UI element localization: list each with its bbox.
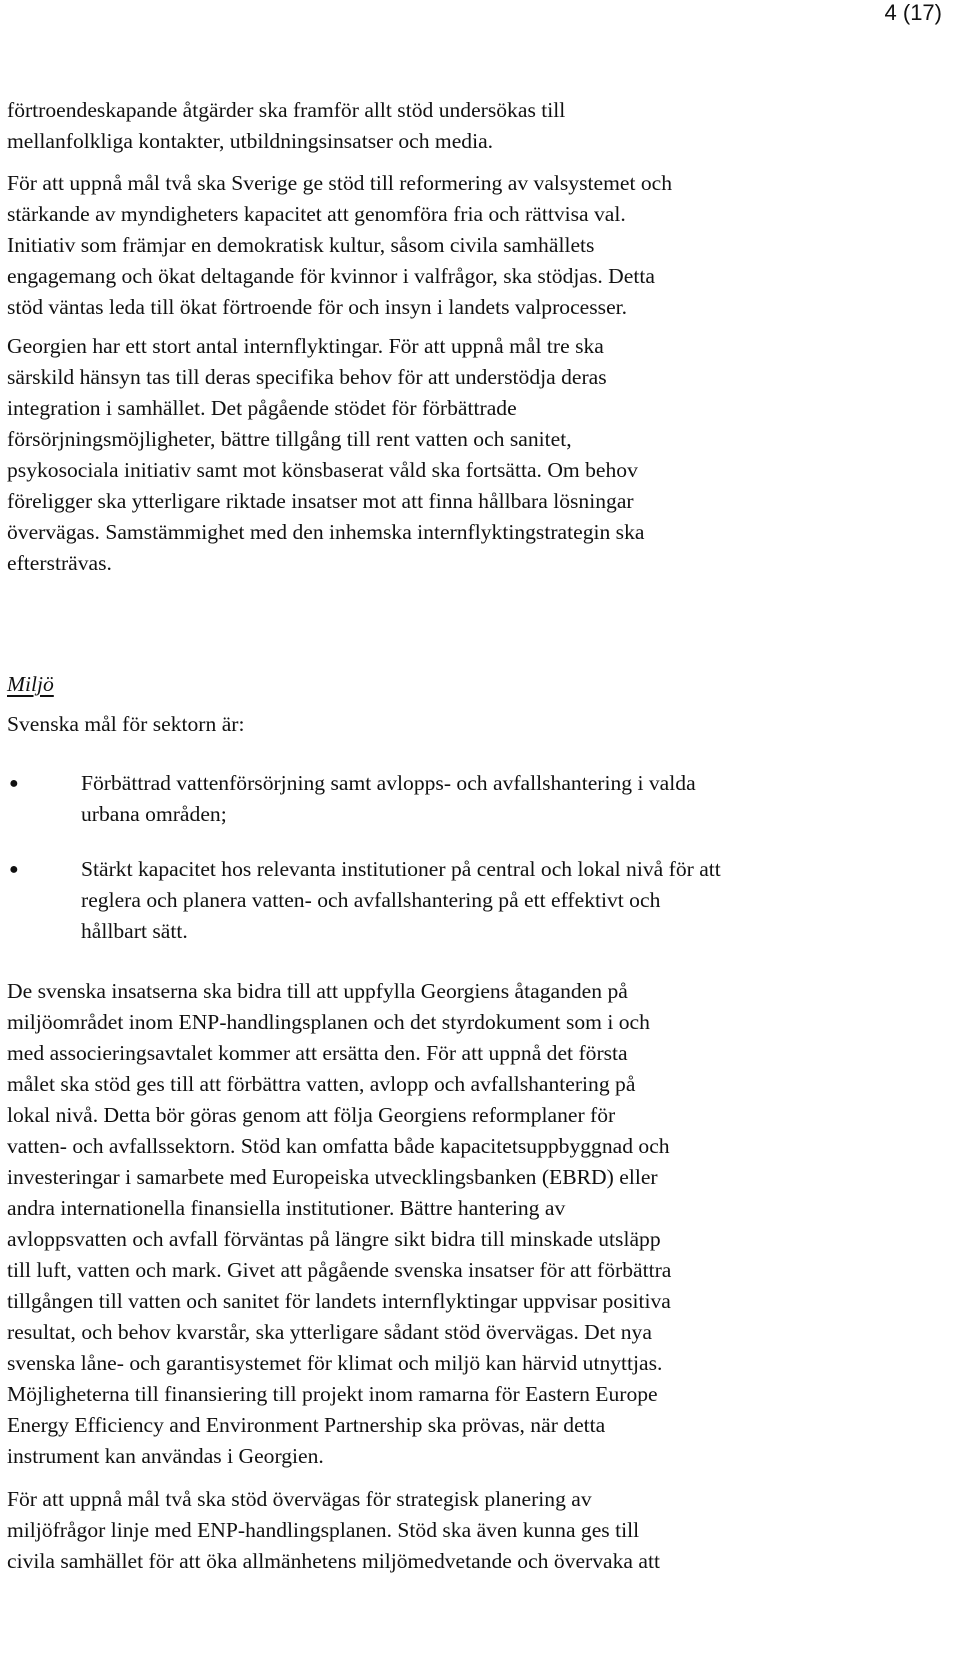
text-line: integration i samhället. Det pågående stödet för förbättrade — [7, 396, 517, 420]
text-line: föreligger ska ytterligare riktade insatser mot att finna hållbara lösningar — [7, 489, 634, 513]
paragraph-confidence-building — [7, 95, 937, 157]
text-line: De svenska insatserna ska bidra till att uppfylla Georgiens åtaganden på — [7, 979, 628, 1003]
text-line: miljöfrågor linje med ENP-handlingsplanen. Stöd ska även kunna ges till — [7, 1518, 640, 1542]
text-line: vatten- och avfallssektorn. Stöd kan omfatta både kapacitetsuppbyggnad och — [7, 1134, 670, 1158]
text-line: målet ska stöd ges till att förbättra vatten, avlopp och avfallshantering på — [7, 1072, 636, 1096]
text-line: Energy Efficiency and Environment Partnership ska prövas, när detta — [7, 1413, 606, 1437]
paragraph-strategic-planning — [7, 1484, 937, 1577]
text-line: resultat, och behov kvarstår, ska ytterligare sådant stöd övervägas. Det nya — [7, 1320, 652, 1344]
text-line: mellanfolkliga kontakter, utbildningsinsatser och media. — [7, 129, 494, 153]
list-item — [7, 854, 937, 947]
text-line: reglera och planera vatten- och avfallshantering på ett effektivt och — [81, 888, 661, 912]
text-line: engagemang och ökat deltagande för kvinnor i valfrågor, ska stödjas. Detta — [7, 264, 655, 288]
list-item — [7, 768, 937, 830]
paragraph-internally-displaced — [7, 331, 937, 579]
text-line: lokal nivå. Detta bör göras genom att följa Georgiens reformplaner för — [7, 1103, 616, 1127]
paragraph-environment-efforts — [7, 976, 937, 1472]
paragraph-electoral-reform — [7, 168, 937, 323]
page-number: 4 (17) — [884, 0, 942, 25]
section-heading: Miljö — [7, 672, 54, 696]
text-line: För att uppnå mål två ska stöd övervägas för strategisk planering av — [7, 1487, 592, 1511]
text-line: med associeringsavtalet kommer att ersätta den. För att uppnå det första — [7, 1041, 628, 1065]
text-line: avloppsvatten och avfall förväntas på längre sikt bidra till minskade utsläpp — [7, 1227, 661, 1251]
text-line: särskild hänsyn tas till deras specifika behov för att understödja deras — [7, 365, 607, 389]
text-line: urbana områden; — [81, 802, 227, 826]
text-line: hållbart sätt. — [81, 919, 188, 943]
text-line: tillgången till vatten och sanitet för landets internflyktingar uppvisar positiva — [7, 1289, 671, 1313]
text-line: Möjligheterna till finansiering till projekt inom ramarna för Eastern Europe — [7, 1382, 658, 1406]
bullet-icon: ● — [9, 775, 19, 792]
text-line: till luft, vatten och mark. Givet att pågående svenska insatser för att förbättra — [7, 1258, 672, 1282]
text-line: andra internationella finansiella institutioner. Bättre hantering av — [7, 1196, 566, 1220]
text-line: stöd väntas leda till ökat förtroende för och insyn i landets valprocesser. — [7, 295, 628, 319]
goals-list — [7, 768, 937, 947]
text-line: Stärkt kapacitet hos relevanta institutioner på central och lokal nivå för att — [81, 857, 721, 881]
text-line: Initiativ som främjar en demokratisk kultur, såsom civila samhällets — [7, 233, 595, 257]
text-line: svenska låne- och garantisystemet för klimat och miljö kan härvid utnyttjas. — [7, 1351, 663, 1375]
document-body — [7, 95, 937, 1577]
text-line: psykosociala initiativ samt mot könsbaserat våld ska fortsätta. Om behov — [7, 458, 638, 482]
text-line: civila samhället för att öka allmänhetens miljömedvetande och övervaka att — [7, 1549, 660, 1573]
text-line: försörjningsmöjligheter, bättre tillgång till rent vatten och sanitet, — [7, 427, 572, 451]
text-line: stärkande av myndigheters kapacitet att genomföra fria och rättvisa val. — [7, 202, 626, 226]
text-line: övervägas. Samstämmighet med den inhemska internflyktingstrategin ska — [7, 520, 645, 544]
text-line: För att uppnå mål två ska Sverige ge stöd till reformering av valsystemet och — [7, 171, 673, 195]
text-line: miljöområdet inom ENP-handlingsplanen och det styrdokument som i och — [7, 1010, 650, 1034]
text-line: eftersträvas. — [7, 551, 112, 575]
bullet-icon: ● — [9, 861, 19, 878]
text-line: instrument kan användas i Georgien. — [7, 1444, 324, 1468]
text-line: Georgien har ett stort antal internflyktingar. För att uppnå mål tre ska — [7, 334, 604, 358]
section-intro: Svenska mål för sektorn är: — [7, 712, 245, 736]
text-line: investeringar i samarbete med Europeiska utvecklingsbanken (EBRD) eller — [7, 1165, 658, 1189]
text-line: förtroendeskapande åtgärder ska framför allt stöd undersökas till — [7, 98, 566, 122]
text-line: Förbättrad vattenförsörjning samt avlopps- och avfallshantering i valda — [81, 771, 696, 795]
